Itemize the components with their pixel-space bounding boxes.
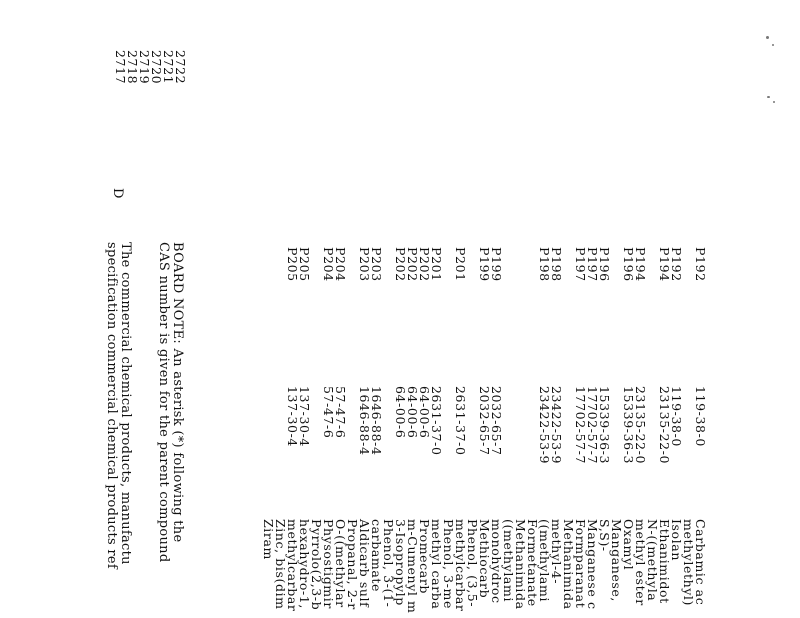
chemical-name: Phenol, 3-me bbox=[441, 519, 456, 610]
cas-number: 1646-88-4 bbox=[369, 386, 384, 456]
chemical-name: hexahydro-1, bbox=[297, 519, 312, 609]
chemical-name: Methanimida bbox=[561, 519, 576, 610]
chemical-name: Phenol, 3-(1- bbox=[381, 519, 396, 608]
line-number: 2719 bbox=[137, 50, 152, 85]
chemical-name: carbamate bbox=[369, 519, 384, 593]
footer-line-2: specification commercial chemical products ref bbox=[104, 242, 119, 570]
hazard-code: P202 bbox=[405, 247, 420, 282]
hazard-code: P202 bbox=[393, 247, 408, 282]
chemical-name: Manganese c bbox=[585, 519, 600, 610]
hazard-code: P196 bbox=[621, 247, 636, 282]
chemical-name: Phenol, (3,5- bbox=[465, 519, 480, 608]
chemical-name: 3-Isopropylp bbox=[393, 519, 408, 606]
scan-speck bbox=[767, 96, 770, 98]
scan-speck bbox=[772, 44, 774, 46]
list-marker: D bbox=[110, 188, 125, 199]
cas-number: 57-47-6 bbox=[333, 386, 348, 439]
hazard-code: P197 bbox=[573, 247, 588, 282]
chemical-name: Isolan bbox=[669, 519, 684, 561]
chemical-name: methyl ester bbox=[633, 519, 648, 606]
cas-number: 119-38-0 bbox=[669, 386, 684, 447]
hazard-code: P205 bbox=[297, 247, 312, 282]
board-note bbox=[156, 242, 184, 562]
hazard-code: P198 bbox=[537, 247, 552, 282]
footer-line-1: The commercial chemical products, manufactu bbox=[118, 242, 133, 565]
hazard-code: P203 bbox=[369, 247, 384, 282]
hazardous-waste-codes bbox=[286, 247, 706, 282]
chemical-names bbox=[262, 519, 706, 613]
blank-row bbox=[514, 247, 526, 282]
cas-number: 23422-53-9 bbox=[549, 386, 564, 465]
cas-number: 17702-57-7 bbox=[585, 386, 600, 465]
chemical-name: Carbamic ac bbox=[693, 519, 708, 606]
scan-speck bbox=[773, 101, 775, 103]
hazard-code: P201 bbox=[453, 247, 468, 282]
hazard-code: P202 bbox=[417, 247, 432, 282]
chemical-name: monohydroc bbox=[489, 519, 504, 604]
chemical-name: Formparanat bbox=[573, 519, 588, 609]
hazard-code: P194 bbox=[633, 247, 648, 282]
cas-number: 64-00-6 bbox=[417, 386, 432, 439]
hazard-code: P203 bbox=[357, 247, 372, 282]
line-number: 2722 bbox=[173, 50, 188, 85]
chemical-name: Manganese, bbox=[609, 519, 624, 602]
cas-number: 119-38-0 bbox=[693, 386, 708, 447]
cas-number: 57-47-6 bbox=[321, 386, 336, 439]
cas-number: 2631-37-0 bbox=[429, 386, 444, 456]
hazard-code: P199 bbox=[477, 247, 492, 282]
cas-number: 23135-22-0 bbox=[633, 386, 648, 465]
cas-number: 2032-65-7 bbox=[477, 386, 492, 456]
chemical-name: Aldicarb sulf bbox=[357, 519, 372, 608]
cas-number: 17702-57-7 bbox=[573, 386, 588, 465]
hazard-code: P205 bbox=[285, 247, 300, 282]
chemical-name: Ziram bbox=[261, 519, 276, 560]
cas-number: 137-30-4 bbox=[297, 386, 312, 447]
cas-number: 64-00-6 bbox=[405, 386, 420, 439]
hazard-code: P197 bbox=[585, 247, 600, 282]
hazard-code: P192 bbox=[693, 247, 708, 282]
chemical-name: ((methylami bbox=[501, 519, 516, 603]
hazard-code: P204 bbox=[321, 247, 336, 282]
cas-number: 2631-37-0 bbox=[453, 386, 468, 456]
chemical-name: methyl carba bbox=[429, 519, 444, 610]
hazard-code: P199 bbox=[489, 247, 504, 282]
hazard-code: P198 bbox=[549, 247, 564, 282]
chemical-name: methylcarbar bbox=[453, 519, 468, 612]
board-note-line-2: CAS number is given for the parent compound bbox=[156, 242, 171, 563]
cas-number: 15339-36-3 bbox=[621, 386, 636, 465]
cas-number: 64-00-6 bbox=[393, 386, 408, 439]
chemical-name: Formetanate bbox=[525, 519, 540, 607]
chemical-name: N-((methyla bbox=[645, 519, 660, 602]
chemical-name: Propanal, 2-r bbox=[345, 519, 360, 610]
hazard-code: P194 bbox=[657, 247, 672, 282]
blank-row bbox=[514, 386, 526, 464]
cas-number: 23135-22-0 bbox=[657, 386, 672, 465]
hazard-code: P192 bbox=[669, 247, 684, 282]
chemical-name: Promecarb bbox=[417, 519, 432, 594]
line-number: 2718 bbox=[125, 50, 140, 85]
chemical-name: Ethanimidot bbox=[657, 519, 672, 604]
chemical-name: Methanimida bbox=[513, 519, 528, 610]
line-numbers bbox=[114, 50, 186, 84]
line-number: 2720 bbox=[149, 50, 164, 85]
hazard-code: P201 bbox=[429, 247, 444, 282]
line-number: 2717 bbox=[113, 50, 128, 85]
cas-number: 2032-65-7 bbox=[489, 386, 504, 456]
scan-speck bbox=[766, 36, 769, 39]
chemical-name: S,S)- bbox=[597, 519, 612, 552]
chemical-name: Physostigmir bbox=[321, 519, 336, 609]
chemical-name: Oxamyl bbox=[621, 519, 636, 571]
chemical-name: Methiocarb bbox=[477, 519, 492, 599]
cas-number: 1646-88-4 bbox=[357, 386, 372, 456]
chemical-name: Pyrrolo(2,3-b bbox=[309, 519, 324, 611]
chemical-name: methyl-4- bbox=[549, 519, 564, 585]
chemical-name: m-Cumenyl m bbox=[405, 519, 420, 614]
hazard-code: P196 bbox=[597, 247, 612, 282]
board-note-line-1: BOARD NOTE: An asterisk (*) following the bbox=[170, 242, 185, 543]
cas-number: 137-30-4 bbox=[285, 386, 300, 447]
cas-numbers bbox=[286, 386, 706, 464]
cas-number: 23422-53-9 bbox=[537, 386, 552, 465]
chemical-name: methylethyl) bbox=[681, 519, 696, 606]
footer-notes bbox=[104, 242, 132, 569]
chemical-name: methylcarbar bbox=[285, 519, 300, 612]
chemical-name: Zinc, bis(dim bbox=[273, 519, 288, 610]
chemical-name: O-((methylar bbox=[333, 519, 348, 608]
line-number: 2721 bbox=[161, 50, 176, 85]
cas-number: 15339-36-3 bbox=[597, 386, 612, 465]
chemical-name: ((methylami bbox=[537, 519, 552, 603]
hazard-code: P204 bbox=[333, 247, 348, 282]
